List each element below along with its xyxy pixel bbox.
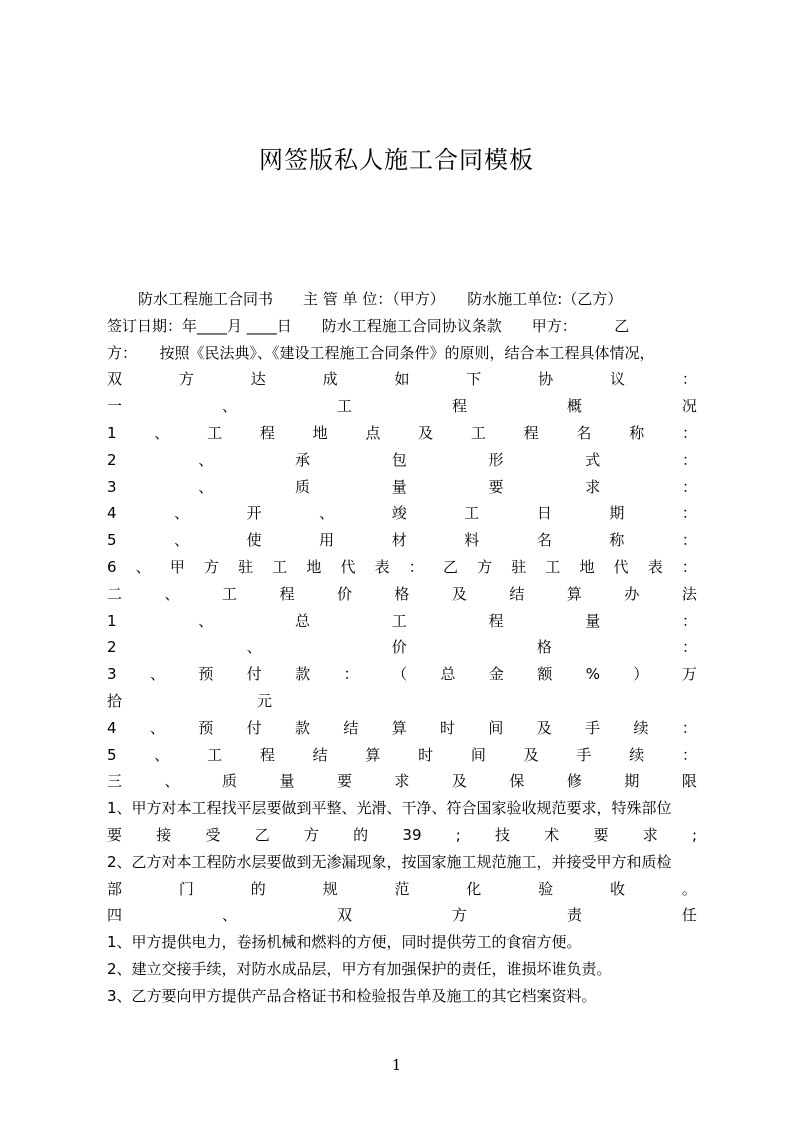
line-token: 议: [610, 370, 626, 389]
contract-line: [107, 608, 697, 635]
line-token: 、: [174, 531, 190, 550]
line-token: 程: [259, 745, 275, 764]
contract-line: 方： 按照《民法典》、《建设工程施工合同条件》的原则，结合本工程具体情况，: [107, 343, 655, 362]
line-token: 程: [259, 423, 275, 442]
contract-line: 1、甲方提供电力，卷扬机械和燃料的方便，同时提供劳工的食宿方便。: [107, 933, 582, 952]
contract-line: [107, 661, 697, 688]
line-token: 结: [312, 745, 328, 764]
line-token: 责: [566, 906, 582, 925]
line-token: 、: [149, 718, 165, 737]
line-token: 术: [544, 825, 560, 844]
line-token: ：: [681, 611, 697, 630]
line-token: 概: [566, 397, 582, 416]
line-token: 、: [198, 450, 214, 469]
line-token: 任: [681, 906, 697, 925]
contract-line: [107, 447, 697, 474]
line-token: 预: [198, 665, 214, 684]
line-token: 、: [164, 584, 180, 603]
line-token: 结: [509, 584, 525, 603]
line-token: 要: [107, 825, 123, 844]
line-token: ：: [681, 423, 697, 442]
line-token: 地: [579, 557, 595, 576]
contract-line: [107, 768, 697, 795]
line-token: 接: [156, 825, 172, 844]
line-token: 竣: [391, 504, 407, 523]
line-token: 、: [164, 772, 180, 791]
line-token: 2: [107, 450, 117, 469]
line-token: 方: [477, 557, 493, 576]
line-token: 万: [681, 665, 697, 684]
line-token: 形: [488, 450, 504, 469]
contract-line: [107, 527, 697, 554]
contract-line: 防水工程施工合同书 主 管 单 位：（甲方） 防水施工单位:（乙方）: [138, 290, 623, 308]
contract-line: [107, 634, 697, 661]
line-token: 的: [250, 879, 266, 898]
line-token: 称: [629, 423, 645, 442]
line-token: 修: [566, 772, 582, 791]
line-token: 驻: [511, 557, 527, 576]
line-token: 工: [336, 397, 352, 416]
line-token: 工: [221, 584, 237, 603]
line-token: ：: [681, 531, 697, 550]
line-token: 方: [451, 906, 467, 925]
line-token: 方: [178, 370, 194, 389]
line-token: 总: [295, 611, 311, 630]
line-token: ：: [681, 370, 697, 389]
line-token: 验: [538, 879, 554, 898]
line-token: ：: [681, 745, 697, 764]
line-token: 工: [272, 557, 288, 576]
line-token: ：: [681, 504, 697, 523]
line-token: 时: [418, 745, 434, 764]
line-token: 一: [107, 397, 123, 416]
line-token: 材: [391, 531, 407, 550]
contract-line: 签订日期：年____月 ____日 防水工程施工合同协议条款 甲方： 乙: [107, 316, 630, 335]
line-token: 称: [609, 531, 625, 550]
line-token: 、: [149, 665, 165, 684]
contract-line: [107, 876, 697, 903]
line-token: 法: [681, 584, 697, 603]
line-token: 期: [609, 504, 625, 523]
contract-line: [107, 420, 697, 447]
line-token: 金: [488, 665, 504, 684]
contract-line: 3、乙方要向甲方提供产品合格证书和检验报告单及施工的其它档案资料。: [107, 986, 597, 1005]
line-token: 况: [681, 397, 697, 416]
line-token: 结: [343, 718, 359, 737]
line-token: 表: [647, 557, 663, 576]
line-token: ：: [681, 718, 697, 737]
line-token: 包: [391, 450, 407, 469]
line-token: 质: [221, 772, 237, 791]
line-token: 、: [174, 504, 190, 523]
line-token: 用: [319, 531, 335, 550]
line-token: ：: [681, 477, 697, 496]
line-token: 保: [509, 772, 525, 791]
line-token: 部: [107, 879, 123, 898]
line-token: 4: [107, 718, 117, 737]
line-token: 及: [418, 423, 434, 442]
line-token: 时: [440, 718, 456, 737]
line-token: 付: [246, 665, 262, 684]
line-token: 收: [610, 879, 626, 898]
line-token: 。: [681, 879, 697, 898]
line-token: 工: [391, 611, 407, 630]
line-token: 、: [198, 477, 214, 496]
line-token: 1: [107, 423, 117, 442]
line-token: 格: [394, 584, 410, 603]
line-token: 乙: [254, 825, 270, 844]
line-token: 、: [246, 638, 262, 657]
line-token: 、: [319, 504, 335, 523]
line-token: 协: [538, 370, 554, 389]
contract-line: 2、乙方对本工程防水层要做到无渗漏现象，按国家施工规范施工，并接受甲方和质检: [107, 852, 672, 871]
line-token: ;: [455, 825, 461, 844]
line-token: 化: [466, 879, 482, 898]
line-token: 39: [402, 825, 422, 844]
line-token: 价: [336, 584, 352, 603]
line-token: 续: [633, 718, 649, 737]
line-token: 成: [322, 370, 338, 389]
line-token: 算: [566, 584, 582, 603]
line-token: 、: [135, 557, 151, 576]
line-token: 量: [585, 611, 601, 630]
contract-line: 1、甲方对本工程找平层要做到平整、光滑、干净、符合国家验收规范要求，特殊部位: [107, 799, 672, 818]
line-token: 门: [178, 879, 194, 898]
line-token: 6: [107, 557, 117, 576]
line-token: （: [392, 665, 408, 684]
line-token: 承: [295, 450, 311, 469]
line-token: 4: [107, 504, 117, 523]
line-token: 质: [295, 477, 311, 496]
line-token: 表: [374, 557, 390, 576]
line-token: 、: [198, 611, 214, 630]
line-token: 求: [585, 477, 601, 496]
line-token: 5: [107, 531, 117, 550]
line-token: 地: [312, 423, 328, 442]
line-token: 算: [365, 745, 381, 764]
line-token: 量: [279, 772, 295, 791]
document-title: 网签版私人施工合同模板: [259, 146, 534, 174]
line-token: 达: [250, 370, 266, 389]
contract-line: 2、建立交接手续，对防水成品层，甲方有加强保护的责任，谁损坏谁负责。: [107, 959, 612, 978]
contract-line: [107, 581, 697, 608]
line-token: 2: [107, 638, 117, 657]
line-token: 期: [624, 772, 640, 791]
line-token: 使: [246, 531, 262, 550]
line-token: 下: [466, 370, 482, 389]
line-token: 、: [221, 397, 237, 416]
page-number: 1: [391, 1056, 402, 1074]
line-token: 程: [279, 584, 295, 603]
line-token: 续: [629, 745, 645, 764]
line-token: 、: [154, 423, 170, 442]
line-token: 料: [464, 531, 480, 550]
line-token: 二: [107, 584, 123, 603]
line-token: 额: [537, 665, 553, 684]
line-token: ;: [691, 825, 697, 844]
line-token: 双: [107, 370, 123, 389]
line-token: ：: [681, 450, 697, 469]
line-token: 1: [107, 611, 117, 630]
line-token: 总: [440, 665, 456, 684]
line-token: 量: [391, 477, 407, 496]
line-token: 如: [394, 370, 410, 389]
line-token: 四: [107, 906, 123, 925]
line-token: 点: [365, 423, 381, 442]
contract-line: [107, 822, 697, 849]
line-token: ：: [343, 665, 359, 684]
line-token: 日: [536, 504, 552, 523]
contract-body: [107, 286, 697, 1010]
line-token: 求: [642, 825, 658, 844]
line-token: 间: [470, 745, 486, 764]
line-token: 5: [107, 745, 117, 764]
line-token: 3: [107, 477, 117, 496]
contract-line: [107, 715, 697, 742]
line-token: 规: [322, 879, 338, 898]
line-token: 手: [585, 718, 601, 737]
line-token: 及: [536, 718, 552, 737]
line-token: 的: [353, 825, 369, 844]
contract-line: [107, 500, 697, 527]
line-token: 款: [294, 718, 310, 737]
line-token: 工: [545, 557, 561, 576]
contract-line: [107, 393, 697, 420]
line-token: 三: [107, 772, 123, 791]
line-token: 价: [391, 638, 407, 657]
line-token: 地: [306, 557, 322, 576]
line-token: 名: [536, 531, 552, 550]
line-token: 款: [295, 665, 311, 684]
line-token: 要: [336, 772, 352, 791]
line-token: 限: [681, 772, 697, 791]
line-token: 手: [576, 745, 592, 764]
line-token: 双: [336, 906, 352, 925]
line-token: 名: [576, 423, 592, 442]
line-token: 程: [523, 423, 539, 442]
line-token: %: [585, 665, 601, 684]
line-token: 要: [488, 477, 504, 496]
line-token: 工: [470, 423, 486, 442]
contract-line: [107, 366, 697, 393]
line-token: 工: [464, 504, 480, 523]
line-token: ：: [681, 638, 697, 657]
line-token: 3: [107, 665, 117, 684]
line-token: 代: [613, 557, 629, 576]
contract-line: [107, 902, 697, 929]
line-token: 程: [451, 397, 467, 416]
line-token: 工: [207, 423, 223, 442]
line-token: 范: [394, 879, 410, 898]
contract-line: [107, 474, 697, 501]
contract-line: [107, 742, 697, 769]
line-token: 程: [488, 611, 504, 630]
line-token: 预: [198, 718, 214, 737]
contract-line: [107, 554, 697, 581]
line-token: 驻: [238, 557, 254, 576]
line-token: 、: [154, 745, 170, 764]
line-token: 格: [536, 638, 552, 657]
line-token: 及: [523, 745, 539, 764]
line-token: 式: [585, 450, 601, 469]
line-token: 、: [221, 906, 237, 925]
line-token: 开: [246, 504, 262, 523]
line-token: 甲: [169, 557, 185, 576]
line-token: 方: [303, 825, 319, 844]
line-token: 付: [246, 718, 262, 737]
line-token: 求: [394, 772, 410, 791]
line-token: 算: [391, 718, 407, 737]
line-token: 间: [488, 718, 504, 737]
line-token: ：: [681, 557, 697, 576]
line-token: ）: [633, 665, 649, 684]
line-token: 办: [624, 584, 640, 603]
line-token: 代: [340, 557, 356, 576]
line-token: 受: [205, 825, 221, 844]
line-token: 要: [593, 825, 609, 844]
line-token: 技: [495, 825, 511, 844]
line-token: 工: [207, 745, 223, 764]
line-token: 乙: [442, 557, 458, 576]
line-token: ：: [408, 557, 424, 576]
line-token: 方: [203, 557, 219, 576]
line-token: 及: [451, 584, 467, 603]
contract-line: 拾 元: [107, 691, 273, 710]
line-token: 及: [451, 772, 467, 791]
